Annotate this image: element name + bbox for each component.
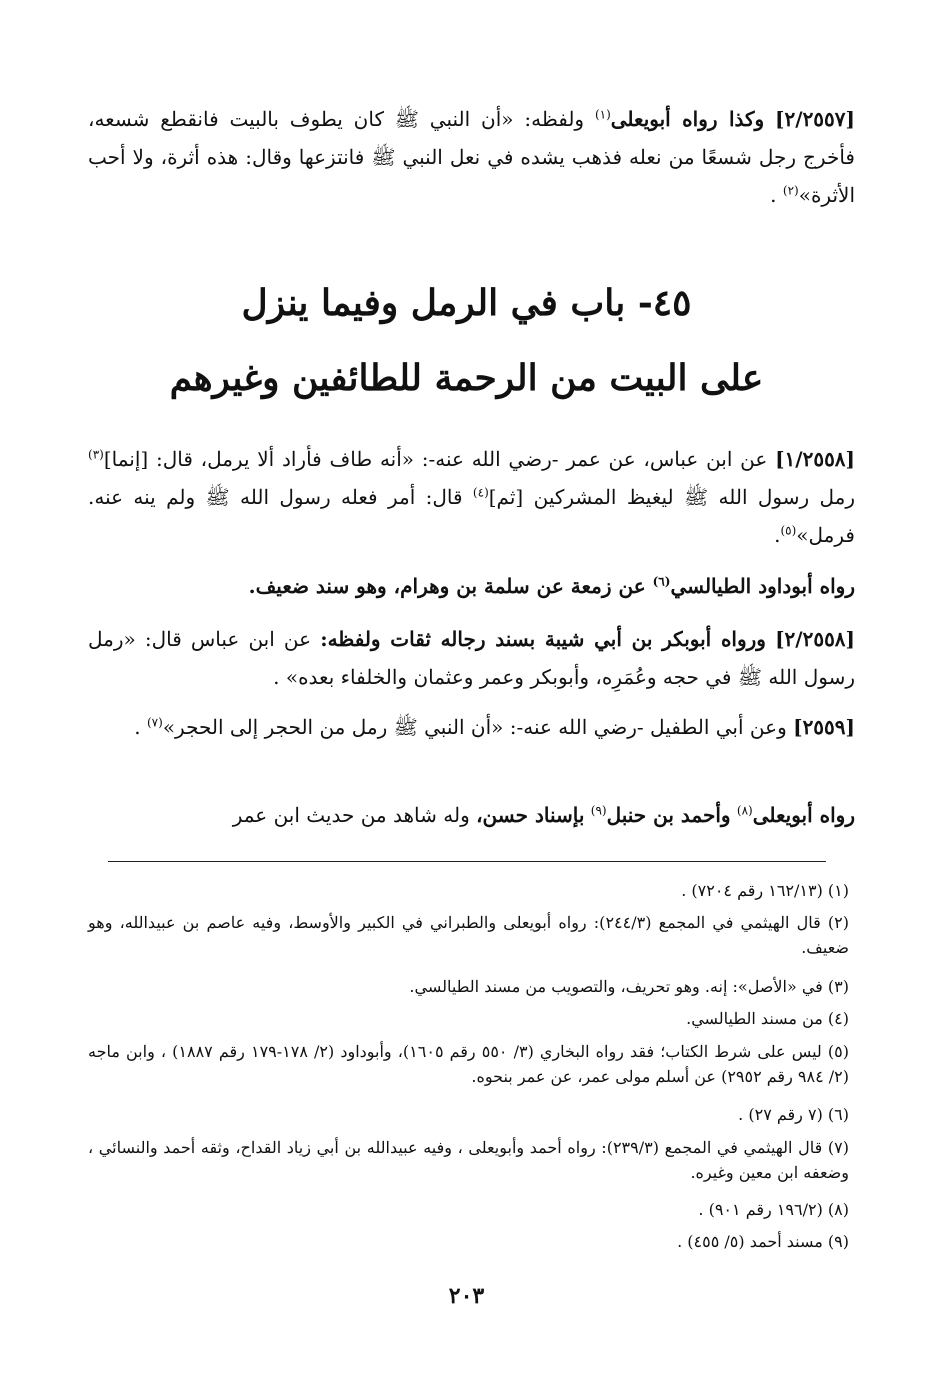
hadith-number: [٢٥٥٩]: [793, 715, 855, 739]
hadith-2558-2: [٢/٢٥٥٨] ورواه أبوبكر بن أبي شيبة بسند رجاله ثقات ولفظه: عن ابن عباس قال: «رمل رسول الله ﷺ في حجه وعُمَرِه، وأبوبكر وعمر وعثمان والخلفاء بعده» .: [88, 627, 856, 689]
footnote-5: (٥) ليس على شرط الكتاب؛ فقد رواه البخاري (٣/ ٥٥٠ رقم ١٦٠٥)، وأبوداود (٢/ ١٧٨-١٧٩ رقم ١٨٨٧) ، وابن ماجه (٢/ ٩٨٤ رقم ٢٩٥٢) عن أسلم مولى عمر، عن عمر بنحوه.: [88, 1042, 849, 1086]
footnote-9: (٩) مسند أحمد (٥/ ٤٥٥) .: [677, 1232, 849, 1251]
footnote-divider: [108, 861, 826, 862]
narration-note-abu-yala: رواه أبويعلى$^{(٨)}$ وأحمد بن حنبل$^{(٩)}$ بإسناد حسن، وله شاهد من حديث ابن عمر: [232, 803, 855, 827]
footnote-1: (١) (١٦٢/١٣ رقم ٧٢٠٤) .: [681, 881, 849, 900]
narration-note-tayalisi: رواه أبوداود الطيالسي$^{(٦)}$ عن زمعة عن سلمة بن وهرام، وهو سند ضعيف.: [248, 574, 855, 598]
footnote-8: (٨) (١٩٦/٢ رقم ٩٠١) .: [698, 1200, 849, 1219]
hadith-number: [١/٢٥٥٨]: [775, 447, 856, 471]
footnote-3: (٣) في «الأصل»: إنه. وهو تحريف، والتصويب من مسند الطيالسي.: [409, 977, 849, 996]
footnote-6: (٦) (٧ رقم ٢٧) .: [738, 1105, 849, 1124]
chapter-title-line1: ٤٥- باب في الرمل وفيما ينزل: [241, 282, 692, 324]
footnote-4: (٤) من مسند الطيالسي.: [686, 1009, 849, 1028]
footnote-7: (٧) قال الهيثمي في المجمع (٢٣٩/٣): رواه أحمد وأبويعلى ، وفيه عبيدالله بن أبي زياد القداح، وثقه أحمد والنسائي ، وضعفه ابن معين وغيره.: [88, 1138, 849, 1182]
hadith-number: [٢/٢٥٥٧]: [775, 107, 855, 131]
hadith-2558-1: [١/٢٥٥٨] عن ابن عباس، عن عمر -رضي الله عنه-: «أنه طاف فأراد ألا يرمل، قال: [إنما]$^{(٣)}$ رمل رسول الله ﷺ ليغيظ المشركين [ثم]$^{(٤)}$ قال: أمر فعله رسول الله ﷺ ولم ينه عنه. فرمل»$^{(٥)}$.: [88, 447, 856, 547]
hadith-2557-2: [٢/٢٥٥٧] وكذا رواه أبويعلى$^{(١)}$ ولفظه: «أن النبي ﷺ كان يطوف بالبيت فانقطع شسعه، فأخرج رجل شسعًا من نعله فذهب يشده في نعل النبي ﷺ فانتزعها وقال: هذه أثرة، ولا أحب الأثرة»$^{(٢)}$ .: [88, 107, 855, 207]
hadith-2559: [٢٥٥٩] وعن أبي الطفيل -رضي الله عنه-: «أن النبي ﷺ رمل من الحجر إلى الحجر»$^{(٧)}$ .: [134, 715, 855, 739]
page-number: ٢٠٣: [448, 1283, 485, 1309]
hadith-number: [٢/٢٥٥٨]: [775, 627, 856, 651]
chapter-title-line2: على البيت من الرحمة للطائفين وغيرهم: [169, 357, 764, 399]
footnote-2: (٢) قال الهيثمي في المجمع (٢٤٤/٣): رواه أبويعلى والطبراني في الكبير والأوسط، وفيه عاصم بن عبيدالله، وهو ضعيف.: [88, 913, 849, 957]
